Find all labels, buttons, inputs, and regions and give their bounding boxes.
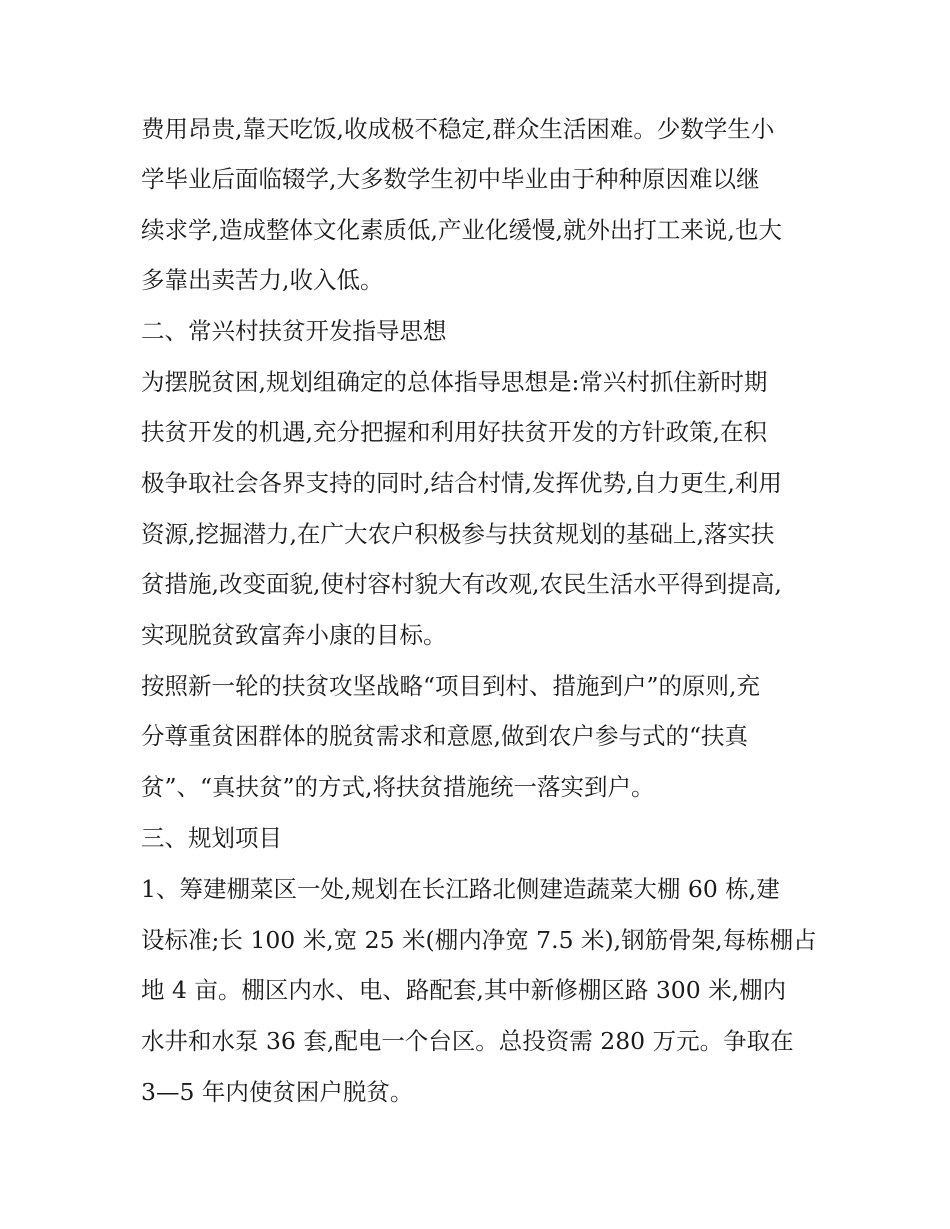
text-line-20: 3—5 年内使贫困户脱贫。 — [141, 1078, 414, 1106]
text-line-4: 多靠出卖苦力,收入低。 — [141, 266, 384, 294]
text-line-9: 资源,挖掘潜力,在广大农户积极参与扶贫规划的基础上,落实扶 — [141, 520, 775, 548]
section-heading-2: 二、常兴村扶贫开发指导思想 — [141, 317, 447, 345]
text-line-19: 水井和水泵 36 套,配电一个台区。总投资需 280 万元。争取在 — [141, 1027, 794, 1055]
text-line-2: 学毕业后面临辍学,大多数学生初中毕业由于种种原因难以继 — [141, 165, 760, 193]
text-line-18: 地 4 亩。棚区内水、电、路配套,其中新修棚区路 300 米,棚内 — [141, 976, 787, 1004]
text-line-10: 贫措施,改变面貌,使村容村貌大有改观,农民生活水平得到提高, — [141, 570, 782, 598]
text-line-7: 扶贫开发的机遇,充分把握和利用好扶贫开发的方针政策,在积 — [141, 418, 767, 446]
text-line-17: 设标准;长 100 米,宽 25 米(棚内净宽 7.5 米),钢筋骨架,每栋棚占 — [141, 926, 817, 954]
text-line-6: 为摆脱贫困,规划组确定的总体指导思想是:常兴村抓住新时期 — [141, 368, 768, 396]
text-line-1: 费用昂贵,靠天吃饭,收成极不稳定,群众生活困难。少数学生小 — [141, 115, 775, 143]
text-line-12: 按照新一轮的扶贫攻坚战略“项目到村、措施到户”的原则,充 — [141, 672, 760, 700]
text-line-16: 1、筹建棚菜区一处,规划在长江路北侧建造蔬菜大棚 60 栋,建 — [141, 875, 780, 903]
text-line-14: 贫”、“真扶贫”的方式,将扶贫措施统一落实到户。 — [141, 773, 655, 801]
text-line-3: 续求学,造成整体文化素质低,产业化缓慢,就外出打工来说,也大 — [141, 216, 782, 244]
text-line-8: 极争取社会各界支持的同时,结合村情,发挥优势,自力更生,利用 — [141, 469, 782, 497]
section-heading-3: 三、规划项目 — [141, 824, 282, 852]
text-line-11: 实现脱贫致富奔小康的目标。 — [141, 621, 447, 649]
text-line-13: 分尊重贫困群体的脱贫需求和意愿,做到农户参与式的“扶真 — [141, 722, 748, 750]
